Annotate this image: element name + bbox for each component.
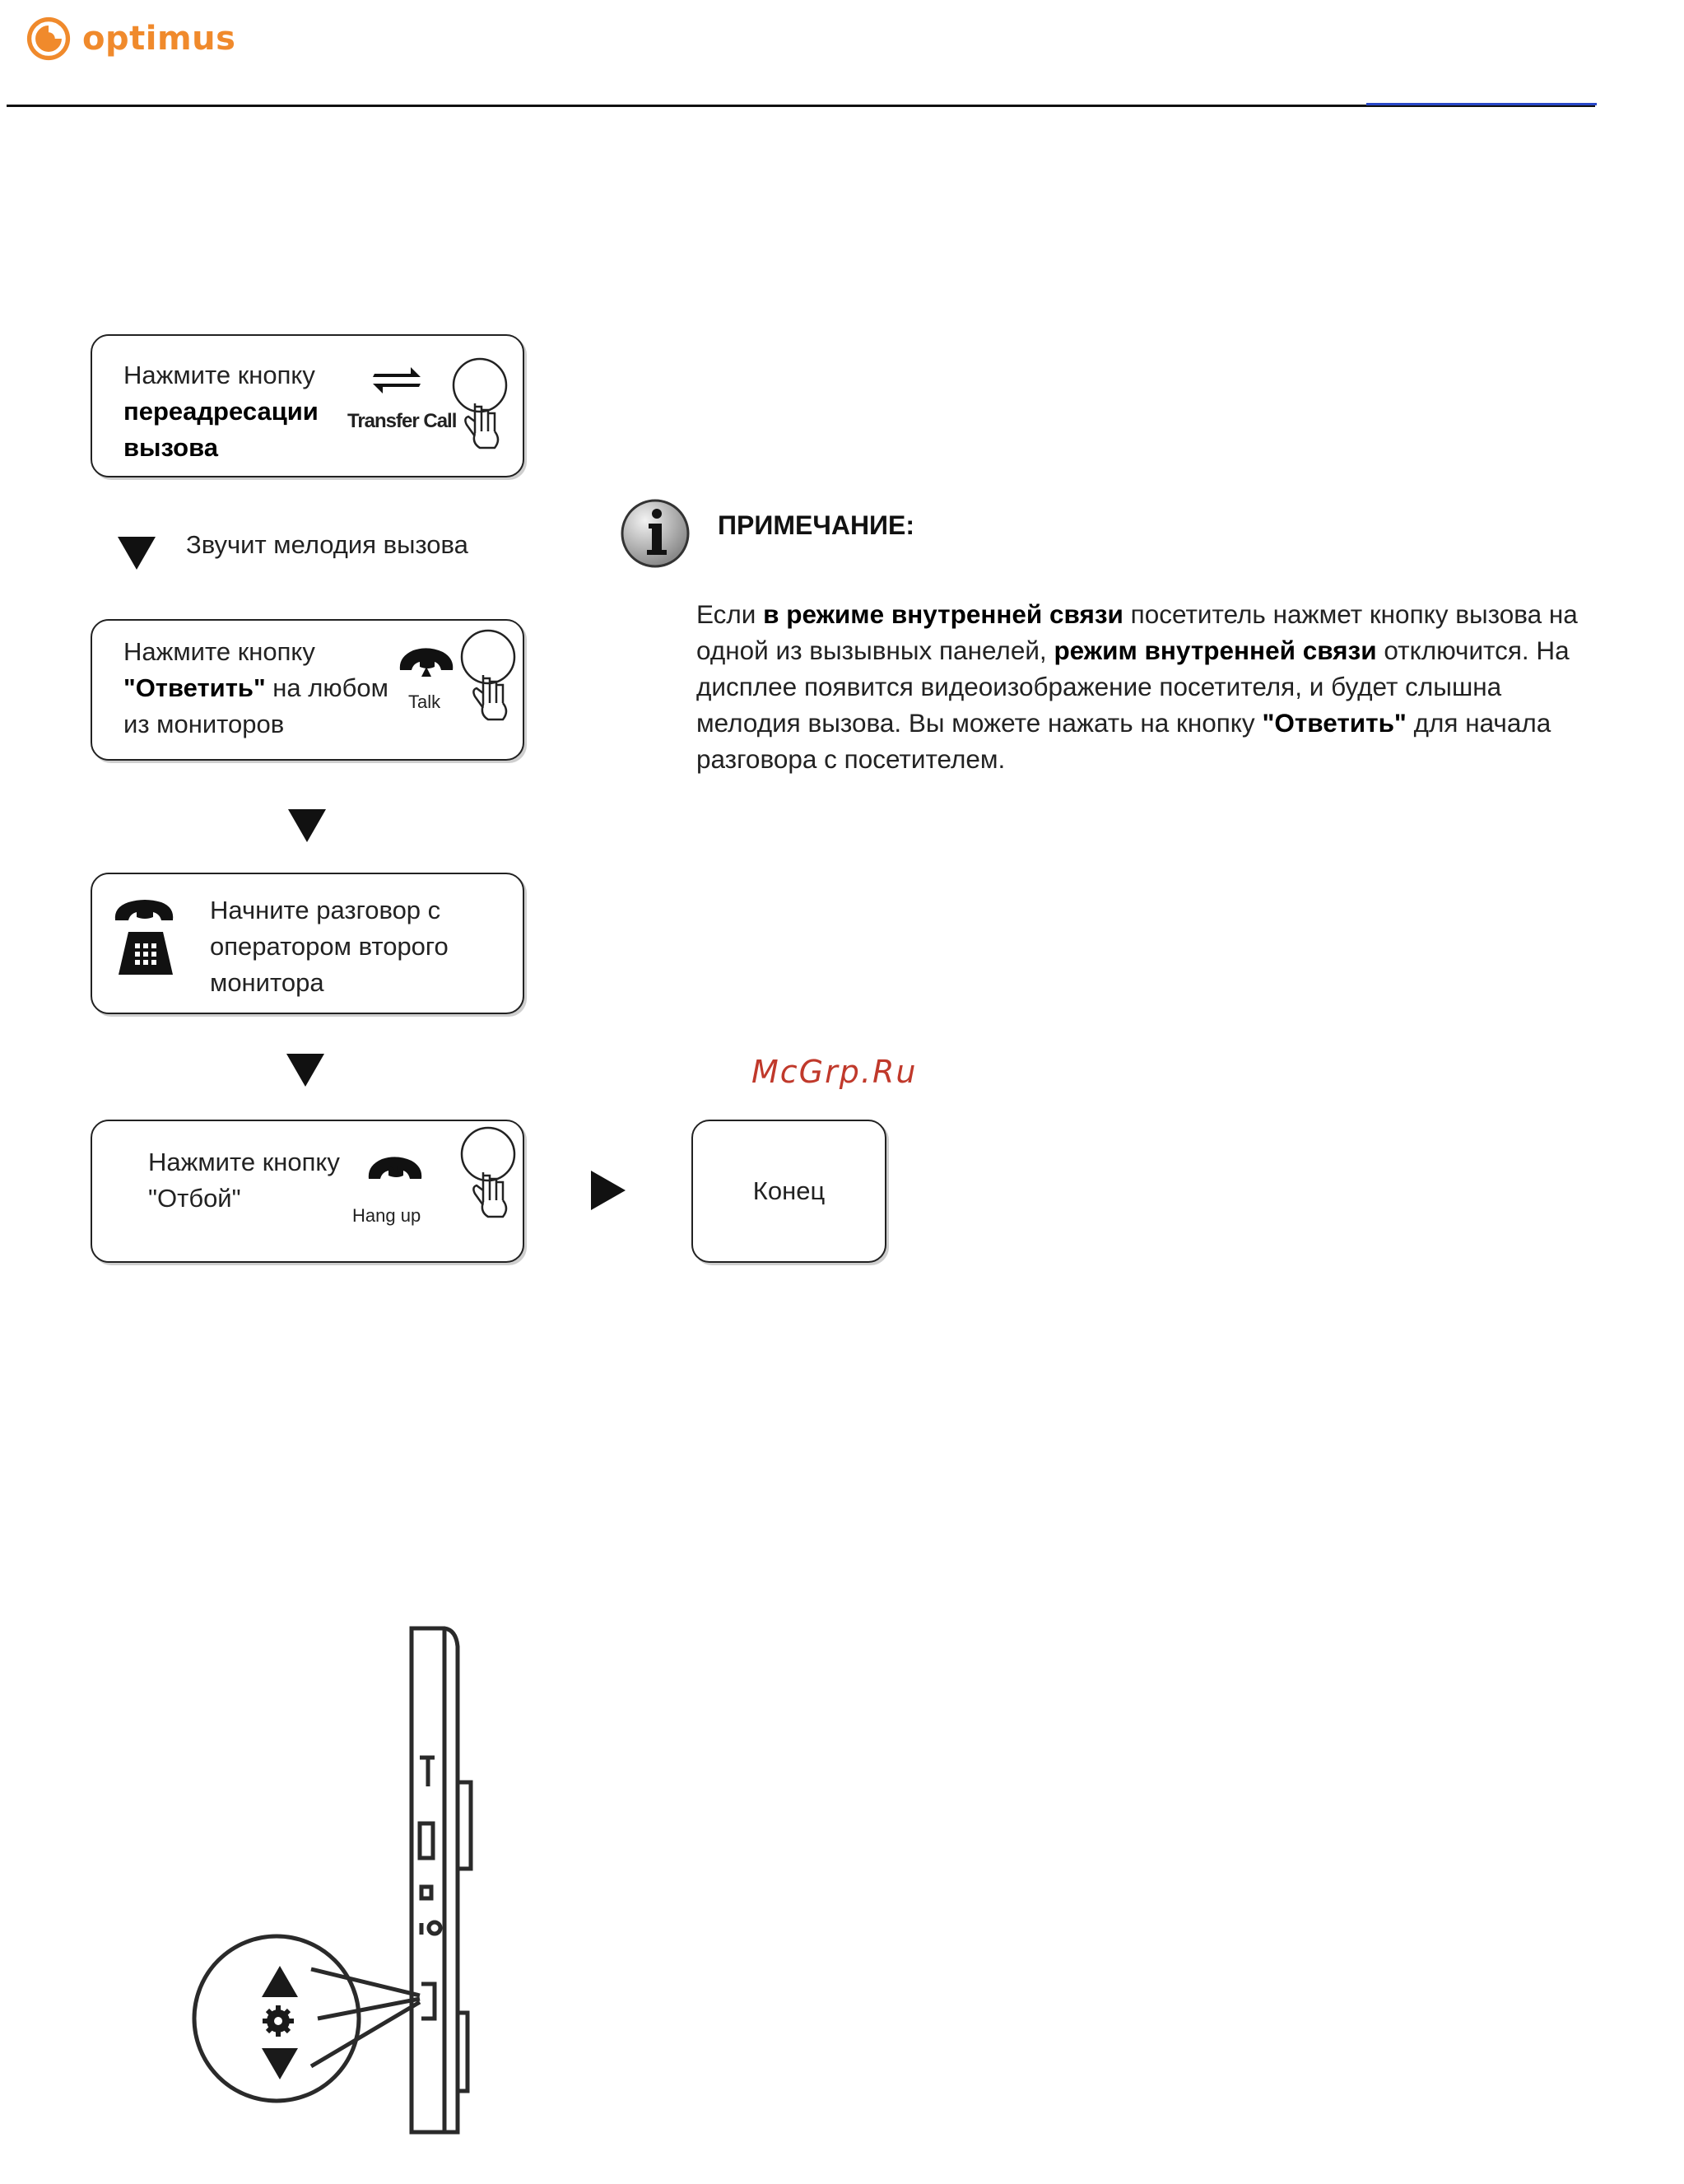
step1-box <box>91 334 524 477</box>
brand-logo <box>25 15 235 63</box>
flow-arrow-3 <box>286 1054 324 1087</box>
step4-box <box>91 1120 524 1263</box>
flow-arrow-right <box>591 1171 626 1210</box>
step3-box <box>91 873 524 1014</box>
brand-name: optimus <box>82 20 236 58</box>
transfer-arrows-icon <box>368 361 426 402</box>
monitor-side-illustration <box>173 1597 519 2157</box>
step1-line1: Нажмите кнопку <box>123 361 315 389</box>
talk-handset-icon <box>395 642 461 692</box>
flow-arrow-1 <box>118 537 156 570</box>
step3-line1: Начните разговор с <box>210 896 441 924</box>
info-icon <box>619 497 691 570</box>
desk-phone-icon <box>109 896 183 986</box>
step2-line1: Нажмите кнопку <box>123 637 315 666</box>
header-divider <box>7 105 1595 107</box>
note-body: Если в режиме внутренней связи посетитель нажмет кнопку вызова на одной из вызывных панелей, режим внутренней связи отключится. На дисплее появится видеоизображение посетителя, и будет слышна мелодия вызова. Вы можете нажать на кнопку "Ответить" для начала разговора с посетителем. <box>696 599 1578 774</box>
step2-line3: из мониторов <box>123 710 285 738</box>
press-button-icon <box>458 1126 524 1225</box>
step4-line1: Нажмите кнопку <box>148 1148 340 1176</box>
step2-box <box>91 619 524 761</box>
watermark: McGrp.Ru <box>751 1054 918 1090</box>
end-box <box>691 1120 886 1263</box>
talk-label: Talk <box>408 692 441 712</box>
note-title: ПРИМЕЧАНИЕ: <box>718 510 915 540</box>
end-label: Конец <box>752 1176 826 1205</box>
step1-line2: переадресации <box>123 397 319 426</box>
hangup-label: Hang up <box>352 1205 421 1226</box>
step3-line2: оператором второго <box>210 932 449 961</box>
flow-arrow-2 <box>288 809 326 842</box>
header-link-underline <box>1366 103 1597 105</box>
press-button-icon <box>458 629 524 728</box>
ring-text: Звучит мелодия вызова <box>186 530 468 559</box>
hangup-handset-icon <box>364 1151 430 1192</box>
step1-line3: вызова <box>123 433 218 462</box>
step2-line2: "Ответить" на любом <box>123 673 388 702</box>
optimus-logo-icon <box>25 15 72 63</box>
transfer-call-label: Transfer Call <box>347 410 457 432</box>
step3-line3: монитора <box>210 968 324 997</box>
press-button-icon <box>450 357 516 456</box>
step4-line2: "Отбой" <box>148 1184 241 1213</box>
